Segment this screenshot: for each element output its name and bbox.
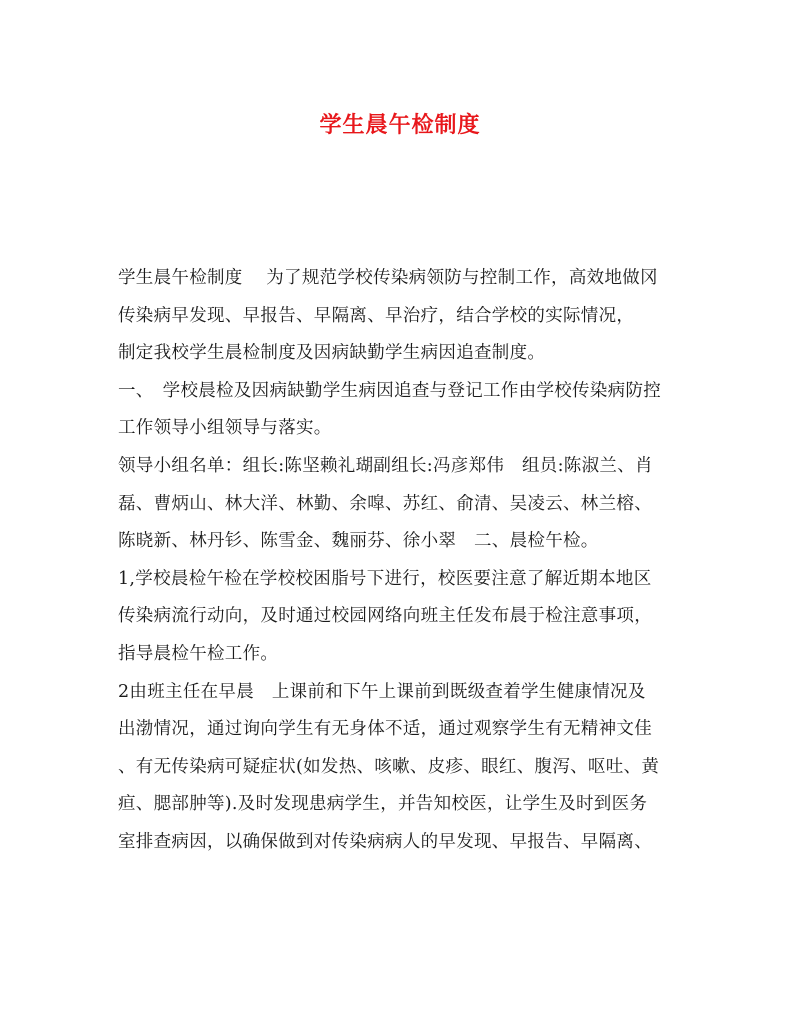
body-line: 制定我校学生晨检制度及因病缺勤学生病因追查制度。 bbox=[118, 343, 546, 364]
body-line: 领导小组名单：组长:陈坚赖礼瑚副组长:冯彦郑伟 组员:陈淑兰、肖 bbox=[118, 455, 653, 476]
body-line: 陈晓新、林丹钐、陈雪金、魏丽芬、徐小翠 二、晨检午检。 bbox=[118, 531, 599, 552]
body-line: 1,学校晨检午检在学校校困脂号下进行，校医要注意了解近期本地区 bbox=[118, 568, 652, 589]
body-line: 磊、曹炳山、林大洋、林勤、余噑、苏红、俞清、吴凌云、林兰榕、 bbox=[118, 493, 652, 514]
body-line: 指导晨检午检工作。 bbox=[118, 643, 279, 664]
body-line: 传染病早发现、早报告、早隔离、早治疗，结合学校的实际情况， bbox=[118, 305, 635, 326]
body-line: 工作领导小组领导与落实。 bbox=[118, 418, 332, 439]
body-line: 、有无传染病可疑症状(如发热、咳嗽、皮疹、眼红、腹泻、呕吐、黄 bbox=[118, 756, 660, 777]
body-line: 2由班主任在早晨 上课前和下午上课前到既级查着学生健康情况及 bbox=[118, 681, 646, 702]
body-line: 学生晨午检制度 为了规范学校传染病领防与控制工作，高效地做冈 bbox=[118, 268, 658, 288]
body-line: 疸、腮部肿等).及时发现患病学生，并告知校医，让学生及时到医务 bbox=[118, 794, 648, 815]
body-line: 传染病流行动向，及时通过校园网络向班主任发布晨于检注意事项， bbox=[118, 606, 652, 627]
document-body bbox=[118, 260, 698, 862]
body-line: 室排查病因，以确保做到对传染病病人的早发现、早报告、早隔离、 bbox=[118, 831, 652, 852]
body-line: 一、 学校晨检及因病缺勤学生病因追查与登记工作由学校传染病防控 bbox=[118, 380, 662, 401]
document-title: 学生晨午检制度 bbox=[319, 113, 481, 138]
body-line: 出渤情况，通过询向学生有无身体不适，通过观察学生有无精神文佳 bbox=[118, 719, 652, 740]
